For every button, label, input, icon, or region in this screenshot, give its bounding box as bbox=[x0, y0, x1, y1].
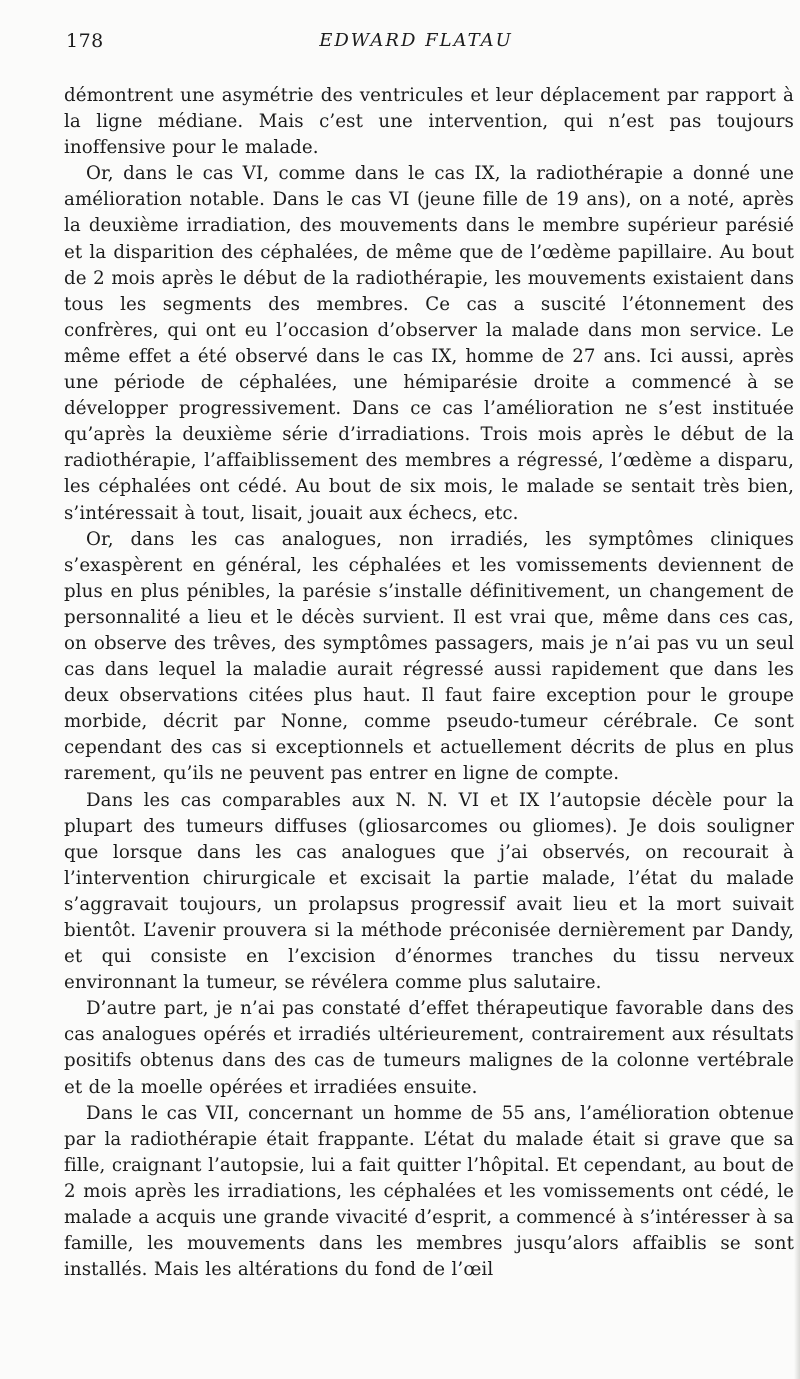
paragraph-non-irradiated-cases: Or, dans les cas analogues, non irradiés, les symptômes cliniques s’exaspèrent en général, les céphalées et les vomissements deviennent de plus en plus pénibles, la parésie s’installe définitivement, un changement de personnalité a lieu et le décès survient. Il est vrai que, même dans ces cas, on observe des trêves, des symptômes passagers, mais je n’ai pas vu un seul cas dans lequel la maladie aurait régressé aussi rapidement que dans les deux observations citées plus haut. Il faut faire exception pour le groupe morbide, décrit par Nonne, comme pseudo-tumeur cérébrale. Ce sont cependant des cas si exceptionnels et actuellement décrits de plus en plus rarement, qu’ils ne peuvent pas entrer en ligne de compte. bbox=[64, 528, 794, 785]
page-number: 178 bbox=[66, 30, 104, 52]
paragraph-case-vi-ix: Or, dans le cas VI, comme dans le cas IX, la radiothérapie a donné une amélioration notable. Dans le cas VI (jeune fille de 19 ans), on a noté, après la deuxième irradiation, des mouvements dans le membre supérieur parésié et la disparition des céphalées, de même que de l’œdème papillaire. Au bout de 2 mois après le début de la radiothérapie, les mouvements existaient dans tous les segments des membres. Ce cas a suscité l’étonnement des confrères, qui ont eu l’occasion d’observer la malade dans mon service. Le même effet a été observé dans le cas IX, homme de 27 ans. Ici aussi, après une période de céphalées, une hémiparésie droite a commencé à se développer progressivement. Dans ce cas l’amélioration ne s’est instituée qu’après la deuxième série d’irradiations. Trois mois après le début de la radiothérapie, l’affaiblissement des membres a régressé, l’œdème a disparu, les céphalées ont cédé. Au bout de six mois, le malade se sentait très bien, s’intéressait à tout, lisait, jouait aux échecs, etc. bbox=[64, 163, 794, 524]
paragraph-continuation: démontrent une asymétrie des ventricules et leur déplacement par rapport à la ligne médiane. Mais c’est une intervention, qui n’est pas toujours inoffensive pour le malade. bbox=[64, 85, 794, 159]
page-edge-shadow bbox=[794, 1020, 800, 1379]
running-title: EDWARD FLATAU bbox=[319, 30, 513, 51]
body-text bbox=[64, 83, 794, 1283]
paragraph-case-vii: Dans le cas VII, concernant un homme de 55 ans, l’amélioration obtenue par la radiothérapie était frappante. L’état du malade était si grave que sa fille, craignant l’autopsie, lui a fait quitter l’hôpital. Et cependant, au bout de 2 mois après les irradiations, les céphalées et les vomissements ont cédé, le malade a acquis une grande vivacité d’esprit, a commencé à s’intéresser à sa famille, les mouvements dans les membres jusqu’alors affaiblis se sont installés. Mais les altérations du fond de l’œil bbox=[64, 1102, 794, 1281]
paragraph-other-cases: D’autre part, je n’ai pas constaté d’effet thérapeutique favorable dans des cas analogues opérés et irradiés ultérieurement, contrairement aux résultats positifs obtenus dans des cas de tumeurs malignes de la colonne vertébrale et de la moelle opérées et irradiées ensuite. bbox=[64, 998, 794, 1098]
paragraph-autopsy: Dans les cas comparables aux N. N. VI et IX l’autopsie décèle pour la plupart des tumeurs diffuses (gliosarcomes ou gliomes). Je dois souligner que lorsque dans les cas analogues que j’ai observés, on recourait à l’intervention chirurgicale et excisait la partie malade, l’état du malade s’aggravait toujours, un prolapsus progressif avait lieu et la mort suivait bientôt. L’avenir prouvera si la méthode préconisée dernièrement par Dandy, et qui consiste en l’excision d’énormes tranches du tissu nerveux environnant la tumeur, se révélera comme plus salutaire. bbox=[64, 789, 794, 994]
running-head bbox=[66, 30, 766, 56]
